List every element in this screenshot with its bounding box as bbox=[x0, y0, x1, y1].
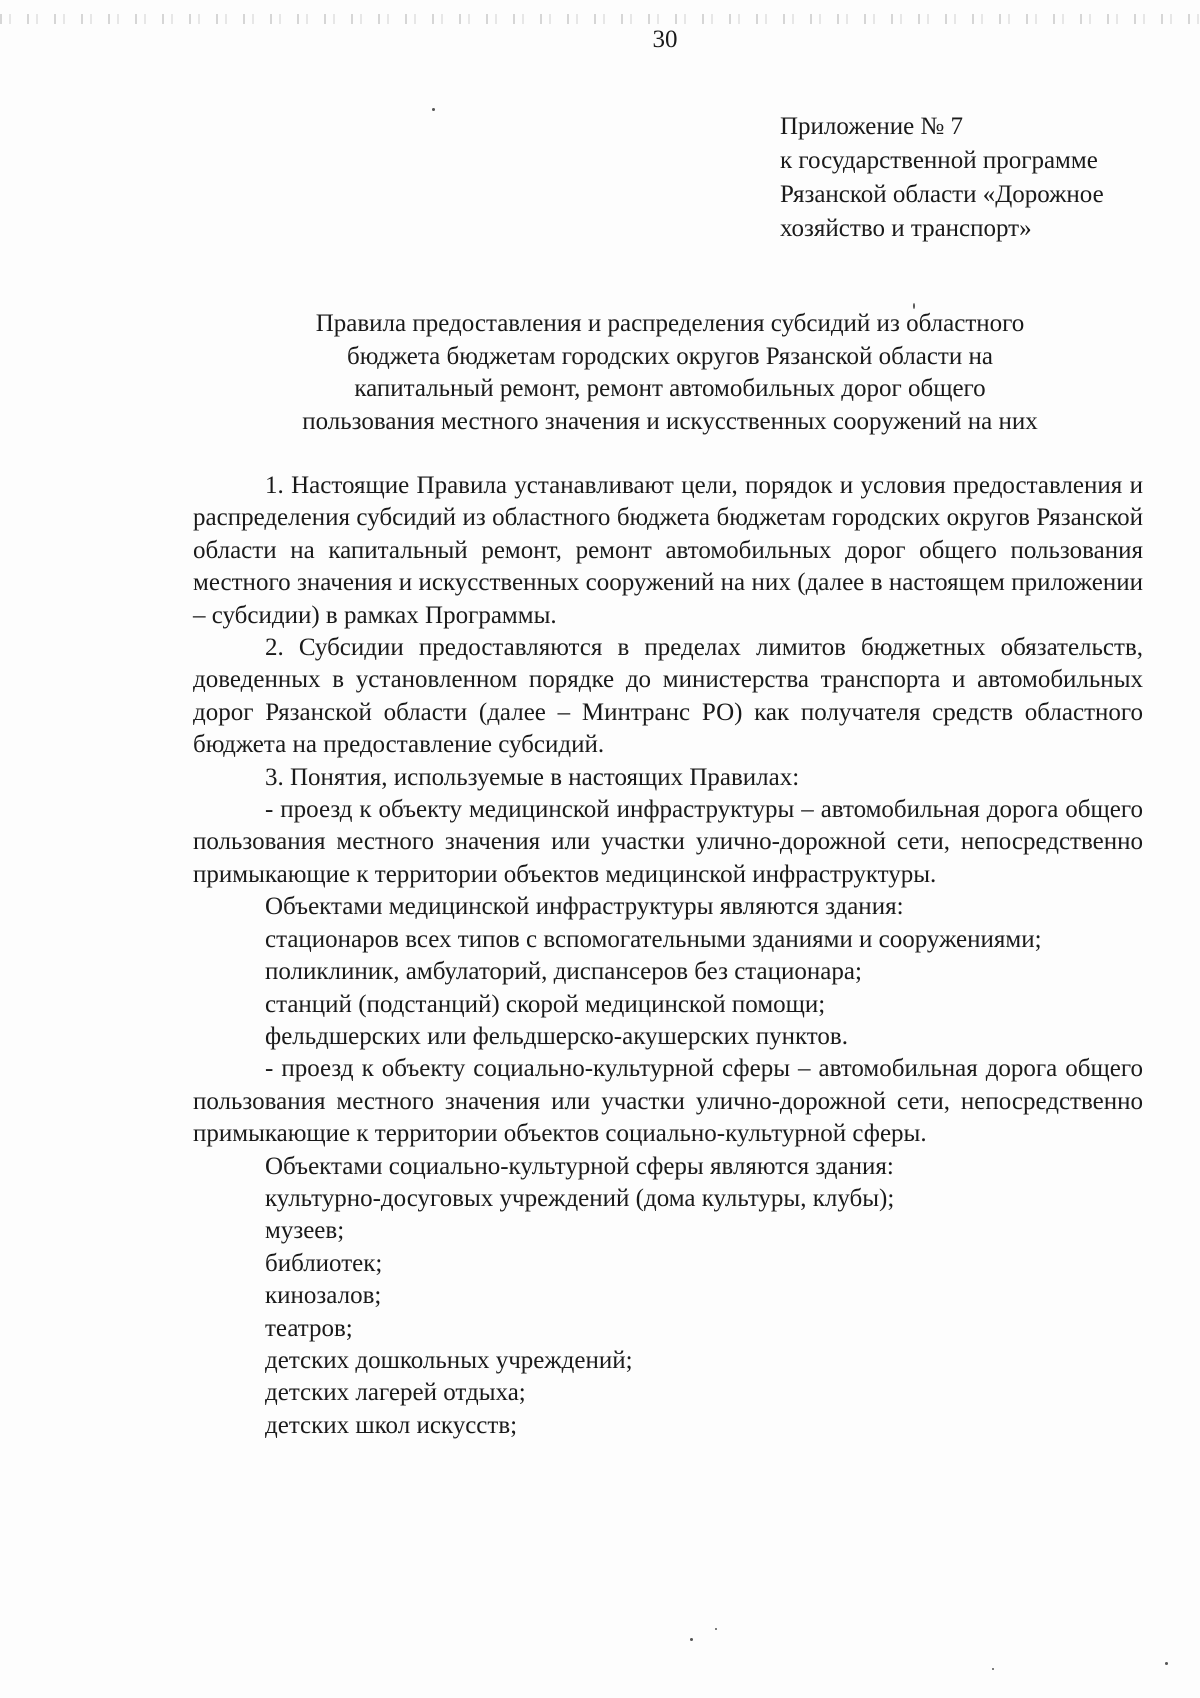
list-item: театров; bbox=[265, 1314, 353, 1342]
scan-speck bbox=[992, 1668, 994, 1670]
paragraph-3: 3. Понятия, используемые в настоящих Правилах: bbox=[265, 763, 800, 791]
title-line: Правила предоставления и распределения субсидий из областного bbox=[315, 310, 1025, 337]
paragraph-1: 1. Настоящие Правила устанавливают цели, порядок и условия предоставления и распределения субсидий из областного бюджета бюджетам городских округов Рязанской области на капитальный ремонт, ремонт автомобильных дорог общего пользования местного значения и искусственных сооружений на них (далее в настоящем приложении – субсидии) в рамках Программы. bbox=[193, 472, 1143, 629]
social-objects-intro: Объектами социально-культурной сферы являются здания: bbox=[265, 1152, 894, 1180]
list-item: фельдшерских или фельдшерско-акушерских пунктов. bbox=[265, 1022, 848, 1050]
medical-objects-intro: Объектами медицинской инфраструктуры являются здания: bbox=[265, 893, 904, 921]
scan-speck bbox=[690, 1638, 693, 1641]
list-item: кинозалов; bbox=[265, 1282, 382, 1310]
list-item: стационаров всех типов с вспомогательными зданиями и сооружениями; bbox=[265, 925, 1042, 953]
list-item: культурно-досуговых учреждений (дома культуры, клубы); bbox=[265, 1184, 895, 1212]
document-title bbox=[190, 308, 1150, 438]
title-line: пользования местного значения и искусственных сооружений на них bbox=[302, 407, 1038, 435]
appendix-line: Рязанской области «Дорожное bbox=[780, 181, 1104, 208]
scan-speck bbox=[715, 1628, 717, 1630]
page-number: 30 bbox=[652, 26, 678, 53]
list-item: станций (подстанций) скорой медицинской помощи; bbox=[265, 990, 826, 1018]
paragraph-2: 2. Субсидии предоставляются в пределах лимитов бюджетных обязательств, доведенных в установленном порядке до министерства транспорта и автомобильных дорог Рязанской области (далее – Минтранс РО) как получателя средств областного бюджета на предоставление субсидий. bbox=[193, 634, 1143, 759]
list-item: поликлиник, амбулаторий, диспансеров без стационара; bbox=[265, 958, 862, 986]
title-line: капитальный ремонт, ремонт автомобильных дорог общего bbox=[354, 375, 986, 402]
list-item: музеев; bbox=[265, 1217, 345, 1245]
list-item: библиотек; bbox=[265, 1249, 383, 1277]
scan-speck bbox=[432, 108, 435, 111]
title-line: бюджета бюджетам городских округов Рязанской области на bbox=[347, 342, 993, 370]
scan-edge-noise bbox=[0, 14, 1200, 24]
definition-medical: - проезд к объекту медицинской инфраструктуры – автомобильная дорога общего пользования местного значения или участки улично-дорожной сети, непосредственно примыкающие к территории объектов медицинской инфраструктуры. bbox=[193, 796, 1143, 888]
definition-social: - проезд к объекту социально-культурной сферы – автомобильная дорога общего пользования местного значения или участки улично-дорожной сети, непосредственно примыкающие к территории объектов социально-культурной сферы. bbox=[193, 1055, 1143, 1148]
list-item: детских лагерей отдыха; bbox=[265, 1379, 526, 1407]
list-item: детских школ искусств; bbox=[265, 1411, 518, 1439]
appendix-line: хозяйство и транспорт» bbox=[780, 215, 1032, 242]
scan-speck bbox=[1165, 1662, 1168, 1665]
appendix-header bbox=[780, 110, 1180, 246]
appendix-line: Приложение № 7 bbox=[780, 113, 964, 140]
list-item: детских дошкольных учреждений; bbox=[265, 1346, 633, 1374]
appendix-line: к государственной программе bbox=[780, 147, 1098, 174]
document-body bbox=[193, 470, 1143, 1442]
